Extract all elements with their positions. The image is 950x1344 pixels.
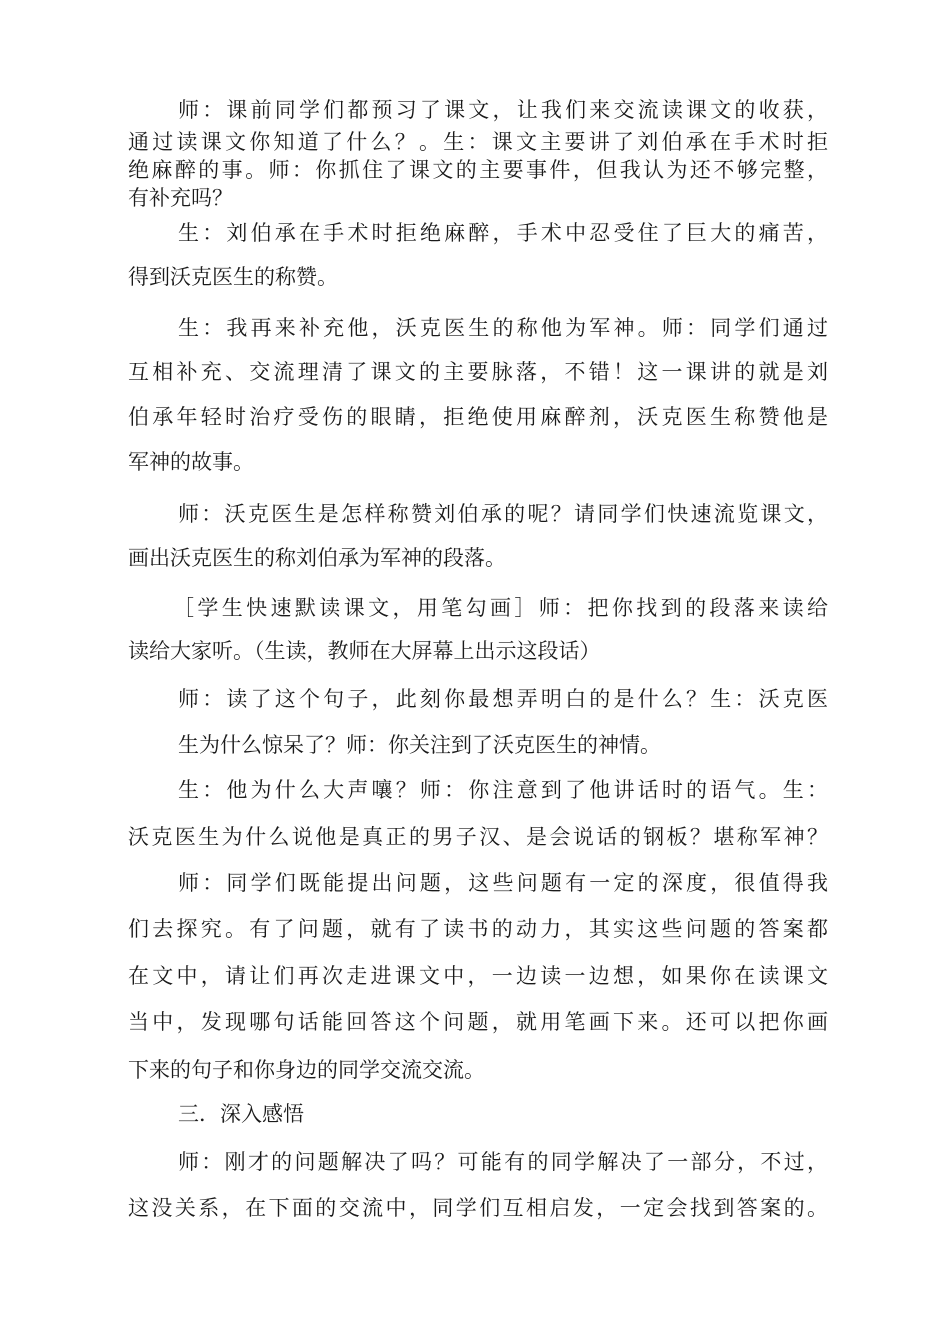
- paragraph-line: 当中，发现哪句话能回答这个问题，就用笔画下来。还可以把你画: [128, 1010, 828, 1034]
- paragraph-line: 这没关系，在下面的交流中，同学们互相启发，一定会找到答案的。: [128, 1196, 828, 1220]
- paragraph-line: 伯承年轻时治疗受伤的眼睛，拒绝使用麻醉剂，沃克医生称赞他是: [128, 405, 828, 429]
- paragraph-line: 师：同学们既能提出问题，这些问题有一定的深度，很值得我: [178, 871, 828, 895]
- paragraph-line: 们去探究。有了问题，就有了读书的动力，其实这些问题的答案都: [128, 917, 828, 941]
- paragraph-line: 读给大家听。（生读，教师在大屏幕上出示这段话）: [128, 639, 601, 663]
- paragraph-line: 画出沃克医生的称刘伯承为军神的段落。: [128, 546, 506, 570]
- paragraph-line: 有补充吗？: [128, 186, 233, 210]
- paragraph-line: 生：刘伯承在手术时拒绝麻醉，手术中忍受住了巨大的痛苦，: [178, 221, 828, 245]
- paragraph-line: 师：课前同学们都预习了课文，让我们来交流读课文的收获，: [178, 98, 828, 122]
- paragraph-line: 得到沃克医生的称赞。: [128, 265, 338, 289]
- paragraph-line: 师：沃克医生是怎样称赞刘伯承的呢？请同学们快速流览课文，: [178, 502, 828, 526]
- paragraph-line: 沃克医生为什么说他是真正的男子汉、是会说话的钢板？堪称军神？: [128, 825, 828, 849]
- paragraph-line: 在文中，请让们再次走进课文中，一边读一边想，如果你在读课文: [128, 964, 828, 988]
- paragraph-line: 师：刚才的问题解决了吗？可能有的同学解决了一部分，不过，: [178, 1150, 828, 1174]
- paragraph-line: 下来的句子和你身边的同学交流交流。: [128, 1058, 485, 1082]
- paragraph-line: 通过读课文你知道了什么？。生：课文主要讲了刘伯承在手术时拒: [128, 130, 828, 154]
- paragraph-line: 绝麻醉的事。师：你抓住了课文的主要事件，但我认为还不够完整，: [128, 158, 828, 182]
- paragraph-line: ［学生快速默读课文，用笔勾画］师：把你找到的段落来读给: [173, 596, 828, 620]
- paragraph-line: 生为什么惊呆了？师：你关注到了沃克医生的神情。: [178, 733, 661, 757]
- paragraph-line: 生：他为什么大声嚷？师：你注意到了他讲话时的语气。生：: [178, 778, 828, 802]
- paragraph-line: 互相补充、交流理清了课文的主要脉落，不错！这一课讲的就是刘: [128, 360, 828, 384]
- paragraph-line: 师：读了这个句子，此刻你最想弄明白的是什么？生：沃克医: [178, 687, 828, 711]
- paragraph-line: 生：我再来补充他，沃克医生的称他为军神。师：同学们通过: [178, 316, 828, 340]
- section-heading: 三．深入感悟: [178, 1102, 304, 1126]
- paragraph-line: 军神的故事。: [128, 450, 254, 474]
